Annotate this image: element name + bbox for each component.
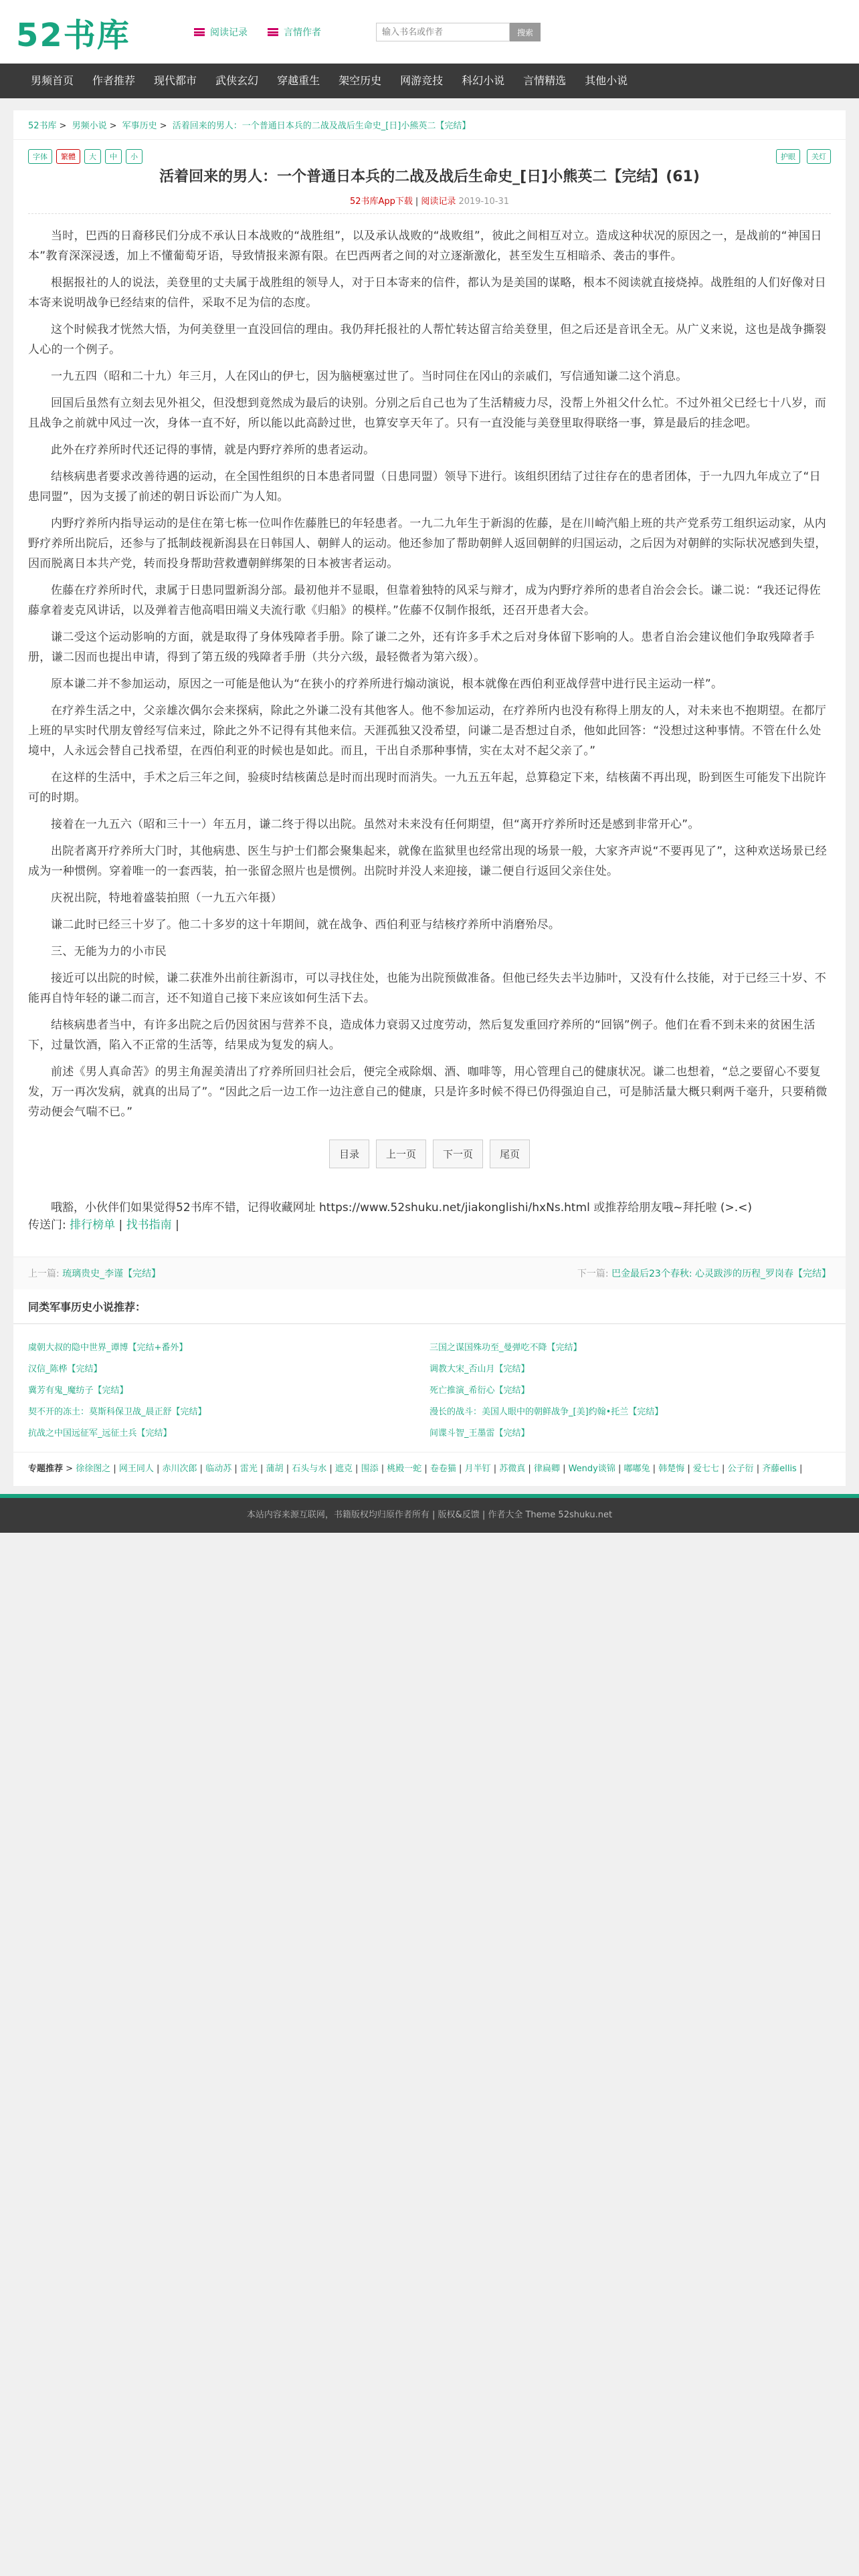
chapter-paragraph: 三、无能为力的小市民 [51, 945, 167, 958]
portal-label: 传送门: [28, 1218, 66, 1232]
main-nav [0, 64, 859, 98]
tag-link[interactable]: 蒲胡 [266, 1464, 284, 1474]
chapter-content [13, 214, 846, 1122]
breadcrumb-subcategory[interactable]: 军事历史 [122, 121, 157, 131]
tag-link[interactable]: 围添 [361, 1464, 379, 1474]
chapter-paragraph: 回国后虽然有立刻去见外祖父，但没想到竟然成为最后的诀别。分别之后自己也为了生活精疲力尽，没帮上外祖父什么忙。不过外祖父已经七十八岁，而且战争之前就中风过一次，身体一直不好，所以能以此高龄过世，也算安享天年了。只有一直没能与美登里取得联络一事，算是最后的挂念吧。 [28, 397, 827, 430]
site-footer: 本站内容来源互联网，书籍版权均归原作者所有 | 版权&反馈 | 作者大全 Theme 52shuku.net [0, 1498, 859, 1533]
reader-tools-left [28, 149, 142, 164]
chapter-pager [13, 1140, 846, 1168]
toc-button[interactable]: 目录 [329, 1140, 369, 1168]
tag-link[interactable]: 遮克 [335, 1464, 353, 1474]
recommend-item[interactable]: 冀芳有鬼_魔纺子【完结】 [28, 1386, 128, 1396]
prev-article [28, 1267, 161, 1280]
lights-off-button[interactable]: 关灯 [807, 149, 831, 164]
tag-link[interactable]: 律扁卿 [533, 1464, 560, 1474]
breadcrumb-home[interactable]: 52书库 [28, 121, 57, 131]
chapter-paragraph: 庆祝出院，特地着盛装拍照（一九五六年摄） [51, 891, 282, 905]
font-button[interactable]: 字体 [28, 149, 52, 164]
recommend-item[interactable]: 漫长的战斗：美国人眼中的朝鲜战争_[美]约翰•托兰【完结】 [430, 1407, 664, 1417]
tag-link[interactable]: 月半钉 [464, 1464, 491, 1474]
search-button[interactable]: 搜索 [510, 23, 541, 41]
tag-link[interactable]: 桃殿一蛇 [387, 1464, 422, 1474]
nav-item[interactable]: 男频首页 [31, 74, 74, 87]
chapter-paragraph: 结核病患者当中，有许多出院之后仍因贫困与营养不良，造成体力衰弱又过度劳动，然后复发重回疗养所的“回锅”例子。他们在看不到未来的贫困生活下，过量饮酒，陷入不正常的生活等，结果成为复发的病人。 [28, 1018, 816, 1052]
chapter-paragraph: 在疗养生活之中，父亲雄次偶尔会来探病，除此之外谦二没有其他客人。他不参加运动，在疗养所内也没有称得上朋友的人，对未来也不抱期望。在都厅上班的早实时代朋友曾经写信来过，除此之外不记得有其他来信。天涯孤独又没希望，问谦二是否想过自杀，他如此回答：“没想过这种事情。不管在什么处境中，人永远会替自己找希望，在西伯利亚的时候也是如此。而且，干出自杀那种事情，实在太对不起父亲了。” [28, 704, 827, 758]
chapter-paragraph: 原本谦二并不参加运动，原因之一可能是他认为“在狭小的疗养所进行煽动演说，根本就像在西伯利亚战俘营中进行民主运动一样”。 [51, 677, 723, 691]
recommend-item[interactable]: 虞朝大叔的隐中世界_谭博【完结+番外】 [28, 1343, 188, 1353]
chapter-paragraph: 出院者离开疗养所大门时，其他病患、医生与护士们都会聚集起来，就像在监狱里也经常出现的场景一般，大家齐声说“不要再见了”，这种欢送场景已经成为一种惯例。穿着唯一的一套西装，拍一张留念照片也是惯例。出院时并没人来迎接，谦二便自行返回父亲住处。 [28, 845, 828, 878]
tag-link[interactable]: 赤川次郎 [162, 1464, 197, 1474]
chapter-paragraph: 接着在一九五六（昭和三十一）年五月，谦二终于得以出院。虽然对未来没有任何期望，但“离开疗养所时还是感到非常开心”。 [51, 818, 700, 831]
tag-link[interactable]: 公子衍 [727, 1464, 754, 1474]
chapter-paragraph: 谦二此时已经三十岁了。他二十多岁的这十年期间，就在战争、西伯利亚与结核疗养所中消磨殆尽。 [51, 918, 561, 932]
tag-link[interactable]: 嘟嘟兔 [624, 1464, 650, 1474]
chapter-title: 活着回来的男人：一个普通日本兵的二战及战后生命史_[日]小熊英二【完结】(61) [159, 169, 700, 185]
recommend-item[interactable]: 三国之谋国殊功至_曼弹吃不降【完结】 [430, 1343, 582, 1353]
romance-author-link[interactable] [268, 25, 321, 39]
breadcrumb-category[interactable]: 男频小说 [72, 121, 107, 131]
next-page-button[interactable]: 下一页 [433, 1140, 483, 1168]
ranking-link[interactable]: 排行榜单 [70, 1218, 116, 1232]
next-label: 下一篇: [577, 1269, 609, 1279]
nav-item[interactable]: 现代都市 [154, 74, 197, 87]
read-record-link[interactable] [194, 25, 248, 39]
nav-item[interactable]: 作者推荐 [92, 74, 136, 87]
chapter-paragraph: 一九五四（昭和二十九）年三月，人在冈山的伊七，因为脑梗塞过世了。当时同住在冈山的亲戚们，写信通知谦二这个消息。 [51, 370, 688, 383]
nav-item[interactable]: 武侠玄幻 [215, 74, 259, 87]
site-header [0, 0, 859, 64]
tag-link[interactable]: 卷卷猫 [430, 1464, 456, 1474]
tag-link[interactable]: 苏微真 [499, 1464, 526, 1474]
recommend-item[interactable]: 调教大宋_否山月【完结】 [430, 1364, 530, 1374]
tag-link[interactable]: 齐藤ellis [762, 1464, 797, 1474]
recommend-item[interactable]: 死亡推演_希衍心【完结】 [430, 1386, 530, 1396]
next-article [577, 1267, 831, 1280]
book-guide-link[interactable]: 找书指南 [126, 1218, 172, 1232]
chapter-date: 2019-10-31 [458, 197, 510, 207]
chapter-paragraph: 根据报社的人的说法，美登里的丈夫属于战胜组的领导人，对于日本寄来的信件，都认为是美国的谋略，根本不阅读就直接烧掉。战胜组的人们好像对日本寄来说明战争已经结束的信件，采取不足为信的态度。 [28, 276, 827, 310]
last-page-button[interactable]: 尾页 [490, 1140, 530, 1168]
nav-item[interactable]: 穿越重生 [277, 74, 320, 87]
list-icon [194, 28, 205, 36]
read-record-label: 阅读记录 [210, 27, 248, 38]
breadcrumb: 52书库 > 男频小说 > 军事历史 > 活着回来的男人：一个普通日本兵的二战及战后生命史_[日]小熊英二【完结】 [13, 110, 846, 140]
font-small-button[interactable]: 小 [126, 149, 142, 164]
recommend-title: 同类军事历史小说推荐： [13, 1289, 846, 1324]
chapter-paragraph: 谦二受这个运动影响的方面，就是取得了身体残障者手册。除了谦二之外，还有许多手术之后对身体留下影响的人。患者自治会建议他们争取残障者手册，谦二因而也提出申请，得到了第五级的残障者手册（共分六级，最轻微者为第六级）。 [28, 631, 815, 664]
nav-item[interactable]: 架空历史 [339, 74, 382, 87]
nav-item[interactable]: 科幻小说 [462, 74, 505, 87]
search-form [376, 23, 541, 41]
prev-label: 上一篇: [28, 1269, 60, 1279]
bookmark-note [13, 1199, 846, 1257]
recommend-item[interactable]: 间谍斗智_王墨雷【完结】 [430, 1428, 530, 1438]
nav-item[interactable]: 言情精选 [523, 74, 567, 87]
tag-link[interactable]: 徐徐图之 [76, 1464, 111, 1474]
traditional-button[interactable]: 繁體 [56, 149, 80, 164]
search-input[interactable] [376, 23, 510, 41]
tag-link[interactable]: 韩楚悔 [658, 1464, 685, 1474]
chapter-meta: 52书库App下载 | 阅读记录 2019-10-31 [349, 197, 510, 207]
tag-link[interactable]: 临动苏 [205, 1464, 232, 1474]
prev-next-nav [13, 1257, 846, 1289]
chapter-paragraph: 这个时候我才恍然大悟，为何美登里一直没回信的理由。我仍拜托报社的人帮忙转达留言给美登里，但之后还是音讯全无。从广义来说，这也是战争撕裂人心的一个例子。 [28, 323, 827, 356]
chapter-paragraph: 此外在疗养所时代还记得的事情，就是内野疗养所的患者运动。 [51, 443, 375, 457]
tag-link[interactable]: 爱七七 [692, 1464, 719, 1474]
nav-item[interactable]: 其他小说 [585, 74, 628, 87]
recommend-list [13, 1324, 846, 1452]
list-icon [268, 28, 278, 36]
eye-care-button[interactable]: 护眼 [776, 149, 800, 164]
chapter-paragraph: 接近可以出院的时候，谦二获准外出前往新潟市，可以寻找住处，也能为出院预做准备。但他已经失去半边肺叶，又没有什么技能，对于已经三十岁、不能再自恃年轻的谦二而言，还不知道自己接下来应该如何生活下去。 [28, 972, 827, 1005]
reader-tools-right [776, 149, 831, 164]
romance-author-label: 言情作者 [284, 27, 321, 38]
recommend-item[interactable]: 抗战之中国远征军_远征土兵【完结】 [28, 1428, 172, 1438]
reader-header [13, 140, 846, 214]
nav-item[interactable]: 网游竞技 [400, 74, 444, 87]
read-record-meta-link[interactable]: 阅读记录 [421, 197, 456, 207]
recommend-item[interactable]: 汉信_陈桦【完结】 [28, 1364, 102, 1374]
topic-tags: 专题推荐 > 徐徐图之 | 网王同人 | 赤川次郎 | 临动苏 | 雷光 | 蒲胡 | 石头与水 | 遮克 | 围添 | 桃殿一蛇 | 卷卷猫 | 月半钉 | 苏微真 | 律扁卿 | Wendy谈锦 | 嘟嘟兔 | 韩楚悔 | 爱七七 | 公子衍 | 齐藤ellis | [13, 1452, 846, 1486]
tags-label: 专题推荐 [28, 1464, 64, 1474]
portal-separator: | [175, 1218, 179, 1232]
breadcrumb-book[interactable]: 活着回来的男人：一个普通日本兵的二战及战后生命史_[日]小熊英二【完结】 [172, 121, 471, 131]
tag-link[interactable]: 雷光 [240, 1464, 258, 1474]
chapter-paragraph: 佐藤在疗养所时代，隶属于日患同盟新潟分部。最初他并不显眼，但靠着独特的风采与辩才，成为内野疗养所的患者自治会会长。谦二说：“我还记得佐藤拿着麦克风讲话，以及弹着吉他高唱田端义夫流行歌《归船》的模样。”佐藤不仅制作报纸，还召开患者大会。 [28, 584, 821, 617]
next-article-link[interactable]: 巴金最后23个春秋: 心灵跋涉的历程_罗岗春【完结】 [611, 1269, 831, 1279]
prev-page-button[interactable]: 上一页 [376, 1140, 426, 1168]
tag-link[interactable]: Wendy谈锦 [568, 1464, 615, 1474]
recommend-item[interactable]: 契不开的冻土：莫斯科保卫战_晨正舒【完结】 [28, 1407, 207, 1417]
tag-link[interactable]: 网王同人 [118, 1464, 154, 1474]
site-logo[interactable]: 52书库 [16, 17, 130, 54]
chapter-paragraph: 在这样的生活中，手术之后三年之间，验痰时结核菌总是时而出现时而消失。一九五五年起，总算稳定下来，结核菌不再出现，盼到医生可能发下出院许可的时期。 [28, 771, 827, 804]
chapter-paragraph: 内野疗养所内指导运动的是住在第七栋一位叫作佐藤胜巳的年轻患者。一九二九年生于新潟的佐藤，是在川崎汽船上班的共产党系劳工组织运动家，从内野疗养所出院后，还参与了抵制歧视新潟县在日韩国人、朝鲜人的运动。他还参加了帮助朝鲜人返回朝鲜的归国运动，之后因为对朝鲜的实际状况感到失望，因而脱离日本共产党，转而投身帮助营救遭朝鲜绑架的日本被害者运动。 [28, 517, 827, 570]
prev-article-link[interactable]: 琉璃贵史_李谨【完结】 [62, 1269, 161, 1279]
font-medium-button[interactable]: 中 [105, 149, 122, 164]
bookmark-text: 哦豁，小伙伴们如果觉得52书库不错，记得收藏网址 https://www.52shuku.net/jiakonglishi/hxNs.html 或推荐给朋友哦~拜托啦 (>.<) [51, 1201, 753, 1214]
tag-link[interactable]: 石头与水 [292, 1464, 327, 1474]
font-large-button[interactable]: 大 [84, 149, 101, 164]
chapter-paragraph: 当时，巴西的日裔移民们分成不承认日本战败的“战胜组”，以及承认战败的“战败组”，彼此之间相互对立。造成这种状况的原因之一，是战前的“神国日本”教育深深浸透，加上不懂葡萄牙语，导致情报来源有限。在巴西两者之间的对立逐渐激化，甚至发生互相暗杀、袭击的事件。 [28, 229, 822, 263]
portal-separator: | [118, 1218, 123, 1232]
app-download-link[interactable]: 52书库App下载 [349, 197, 413, 207]
main-container [13, 110, 846, 1486]
chapter-paragraph: 结核病患者要求改善待遇的运动，在全国性组织的日本患者同盟（日患同盟）领导下进行。该组织团结了过往存在的患者团体，于一九四九年成立了“日患同盟”，因为支援了前述的朝日诉讼而广为人知。 [28, 470, 821, 504]
chapter-paragraph: 前述《男人真命苦》的男主角渥美清出了疗养所回归社会后，便完全戒除烟、酒、咖啡等，用心管理自己的健康状况。谦二也想着，“总之要留心不要复发，万一再次发病，就真的出局了”。“因此之后一边工作一边注意自己的健康，只是许多时候不得已仍得强迫自己，可是肺活量大概只剩两千毫升，只要稍微劳动便会气喘不已。” [28, 1065, 828, 1119]
